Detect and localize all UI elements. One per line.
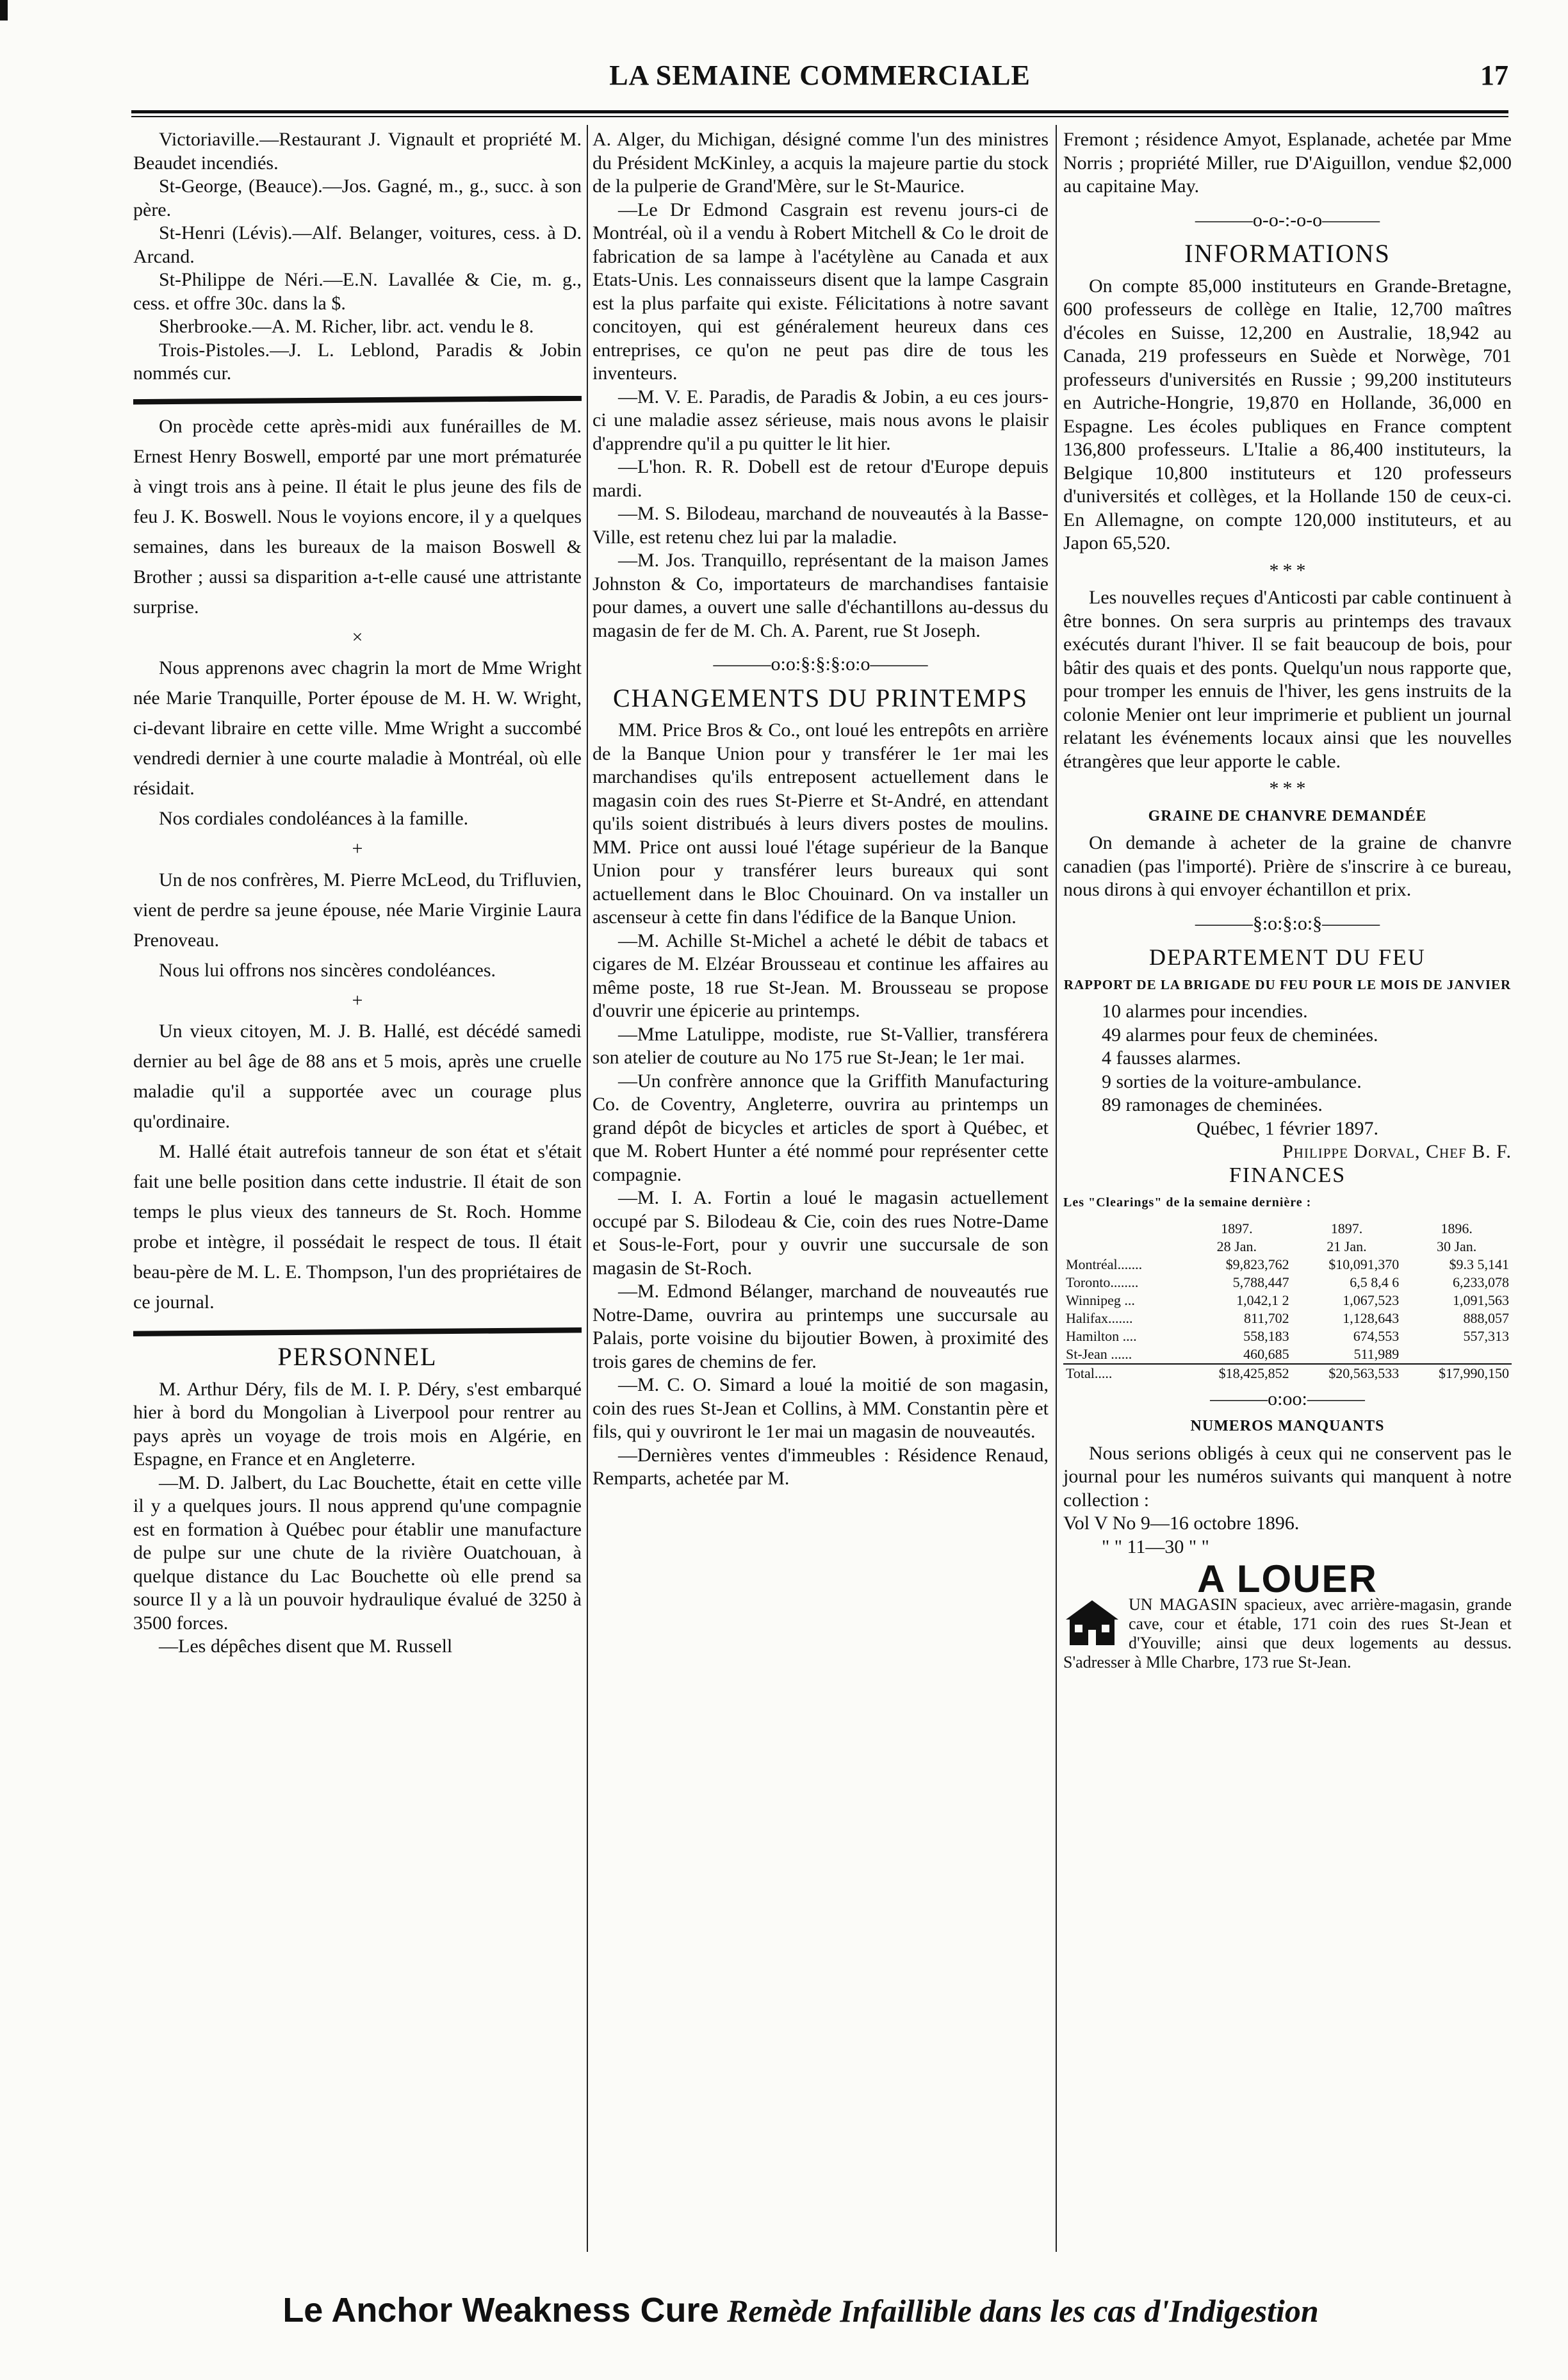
table-header-row bbox=[1063, 1238, 1512, 1256]
news-item: —Mme Latulippe, modiste, rue St-Vallier, transférera son atelier de couture au No 175 rue St-Jean; le 1er mai. bbox=[592, 1023, 1049, 1068]
asterism: * * * bbox=[1269, 559, 1306, 581]
condolences: Nos cordiales condoléances à la famille. bbox=[159, 808, 469, 829]
table-header: 1897. bbox=[1221, 1220, 1253, 1236]
table-cell: 1,128,643 bbox=[1343, 1309, 1400, 1326]
table-cell: Toronto........ bbox=[1066, 1274, 1139, 1290]
ornament-divider: ———o-o-:-o-o——— bbox=[1195, 209, 1380, 231]
table-header-row bbox=[1063, 1220, 1512, 1238]
table-cell: 6,5 8,4 6 bbox=[1350, 1274, 1400, 1290]
news-item: —M. S. Bilodeau, marchand de nouveautés à la Basse-Ville, est retenu chez lui par la maladie. bbox=[592, 503, 1049, 548]
table-header: 1897. bbox=[1330, 1220, 1363, 1236]
table-row bbox=[1063, 1256, 1512, 1274]
note: St-Henri (Lévis).—Alf. Belanger, voitures, cess. à D. Arcand. bbox=[133, 222, 582, 267]
separator-symbol: + bbox=[352, 989, 363, 1011]
table-cell: Montréal....... bbox=[1066, 1256, 1143, 1272]
missing-issue: " " 11—30 " " bbox=[1102, 1536, 1209, 1557]
ornament-divider: ———o:o:§:§:§:o:o——— bbox=[713, 653, 928, 675]
news-item: MM. Price Bros & Co., ont loué les entrepôts en arrière de la Banque Union pour y transférer le 1er mai les marchandises qu'ils entreposent actuellement dans le magasin coin des rues St-Pierre et St-André, en attendant qu'ils soient distribués à leurs divers postes de moulins. MM. Price ont aussi loué l'étage supérieur de la Banque Union pour y transférer leurs bureaux qui sont actuellement dans le Bloc Chouinard. On va installer un ascenseur à cette fin dans l'édifice de la Banque Union. bbox=[592, 719, 1049, 928]
table-row bbox=[1063, 1274, 1512, 1292]
separator-symbol: × bbox=[352, 626, 363, 648]
classified-ad-text: UN MAGASIN spacieux, avec arrière-magasin, grande cave, cour et étable, 171 coin des rues St-Jean et d'Youville; ainsi que deux logements au dessus. S'adresser à Mlle Charbre, 173 rue St-Jean. bbox=[1063, 1595, 1512, 1671]
section-heading-personnel: PERSONNEL bbox=[277, 1342, 437, 1371]
section-heading-informations: INFORMATIONS bbox=[1184, 239, 1391, 268]
obituary-halle: M. Hallé était autrefois tanneur de son état et s'était fait une belle position dans cette industrie. Il était de son temps le plus vieux des tanneurs de St. Roch. Homme probe et intègre, il possédait le respect de tous. Il était beau-père de M. L. E. Thompson, l'un des propriétaires de ce journal. bbox=[133, 1141, 582, 1313]
section-heading-a-louer: A LOUER bbox=[1197, 1557, 1378, 1600]
personnel-item: —Les dépêches disent que M. Russell bbox=[159, 1636, 453, 1657]
column-3 bbox=[1063, 128, 1512, 1672]
table-header: 1896. bbox=[1441, 1220, 1473, 1236]
fire-report-item: 9 sorties de la voiture-ambulance. bbox=[1102, 1071, 1362, 1092]
note: Trois-Pistoles.—J. L. Leblond, Paradis & Jobin nommés cur. bbox=[133, 339, 582, 384]
news-item: —M. Edmond Bélanger, marchand de nouveautés rue Notre-Dame, ouvrira au printemps une succursale au Palais, porte voisine du bijoutier Bowen, à proximité des trois gares de chemins de fer. bbox=[592, 1281, 1049, 1372]
table-row bbox=[1063, 1327, 1512, 1345]
table-cell bbox=[1063, 1220, 1182, 1238]
masthead bbox=[131, 59, 1508, 104]
table-cell: 1,067,523 bbox=[1343, 1292, 1400, 1308]
table-cell: 558,183 bbox=[1243, 1327, 1289, 1344]
column-divider-1 bbox=[587, 125, 588, 2252]
separator-symbol: + bbox=[352, 838, 363, 859]
obituary-mcleod: Un de nos confrères, M. Pierre McLeod, du Trifluvien, vient de perdre sa jeune épouse, née Marie Virginie Laura Prenoveau. bbox=[133, 869, 582, 951]
news-item: —M. Achille St-Michel a acheté le débit de tabacs et cigares de M. Elzéar Brousseau et continue les affaires au même poste, 18 rue St-Jean. M. Brousseau se propose d'ouvrir une épicerie au printemps. bbox=[592, 930, 1049, 1021]
fire-report-list bbox=[1063, 1000, 1512, 1117]
table-cell: 460,685 bbox=[1243, 1345, 1289, 1362]
column-divider-2 bbox=[1056, 125, 1057, 2252]
news-item: —L'hon. R. R. Dobell est de retour d'Europe depuis mardi. bbox=[592, 456, 1049, 501]
classified-ad bbox=[1063, 1595, 1512, 1672]
clearings-title: Les "Clearings" de la semaine dernière : bbox=[1063, 1195, 1312, 1210]
table-cell: 511,989 bbox=[1353, 1345, 1400, 1362]
table-cell: $9.3 5,141 bbox=[1449, 1256, 1509, 1272]
black-rule bbox=[133, 1327, 582, 1336]
condolences: Nous lui offrons nos sincères condoléances. bbox=[159, 959, 496, 981]
column-1 bbox=[133, 128, 582, 1659]
news-item: Les nouvelles reçues d'Anticosti par cable continuent à être bonnes. On sera surpris au printemps des travaux exécutés durant l'hiver. Il se fait beaucoup de bois, pour bâtir des quais et des ponts. Quelqu'un nous rapporte que, pour tromper les ennuis de l'hiver, les gens instruits de la colonie Menier ont leur imprimerie et publient un journal relatant les événements locaux ainsi que les nouvelles étrangères que leur apporte le cable. bbox=[1063, 587, 1512, 772]
table-cell: 5,788,447 bbox=[1232, 1274, 1289, 1290]
note: Victoriaville.—Restaurant J. Vignault et propriété M. Beaudet incendiés. bbox=[133, 129, 582, 174]
section-heading-changements: CHANGEMENTS DU PRINTEMPS bbox=[612, 683, 1029, 712]
news-item: A. Alger, du Michigan, désigné comme l'un des ministres du Président McKinley, a acquis la majeure partie du stock de la pulperie de Grand'Mère, sur le St-Maurice. bbox=[592, 129, 1049, 197]
advertisement-tagline: Remède Infaillible dans les cas d'Indigestion bbox=[727, 2293, 1319, 2329]
table-row bbox=[1063, 1292, 1512, 1309]
news-item: —M. Jos. Tranquillo, représentant de la maison James Johnston & Co, importateurs de marchandises fantaisie pour dames, a ouvert une salle d'échantillons au-dessus du magasin de fer de M. Ch. A. Parent, rue St Joseph. bbox=[592, 550, 1049, 641]
table-row bbox=[1063, 1345, 1512, 1364]
table-row bbox=[1063, 1309, 1512, 1327]
table-cell: 1,091,563 bbox=[1453, 1292, 1509, 1308]
personnel-item: —M. D. Jalbert, du Lac Bouchette, était en cette ville il y a quelques jours. Il nous apprend qu'une compagnie est en formation à Québec pour établir une manufacture de pulpe sur une chute de la rivière Ouatchouan, à quelque distance du Lac Bouchette où elle prend sa source Il y a là un pouvoir hydraulique évalué de 3250 à 3500 forces. bbox=[133, 1472, 582, 1634]
table-cell bbox=[1063, 1238, 1182, 1256]
table-cell: St-Jean ...... bbox=[1066, 1345, 1132, 1362]
table-header: 21 Jan. bbox=[1327, 1238, 1367, 1254]
table-cell: $20,563,533 bbox=[1292, 1364, 1402, 1383]
subheading-feu: RAPPORT DE LA BRIGADE DU FEU POUR LE MOIS DE JANVIER bbox=[1063, 976, 1512, 992]
clearings-table bbox=[1063, 1220, 1512, 1383]
table-total-row bbox=[1063, 1364, 1512, 1383]
table-cell: 674,553 bbox=[1353, 1327, 1400, 1344]
table-cell: 888,057 bbox=[1463, 1309, 1509, 1326]
note: Sherbrooke.—A. M. Richer, libr. act. vendu le 8. bbox=[159, 316, 534, 337]
news-item: On demande à acheter de la graine de chanvre canadien (pas l'importé). Prière de s'inscrire à ce bureau, nous dirons à qui envoyer échantillon et prix. bbox=[1063, 832, 1512, 900]
note: St-George, (Beauce).—Jos. Gagné, m., g., succ. à son père. bbox=[133, 176, 582, 220]
missing-issue: Vol V No 9—16 octobre 1896. bbox=[1063, 1513, 1300, 1534]
fire-report-date: Québec, 1 février 1897. bbox=[1196, 1117, 1379, 1139]
section-heading-feu: DEPARTEMENT DU FEU bbox=[1149, 944, 1426, 970]
fire-report-item: 89 ramonages de cheminées. bbox=[1102, 1094, 1323, 1115]
note: St-Philippe de Néri.—E.N. Lavallée & Cie, m. g., cess. et offre 30c. dans la $. bbox=[133, 269, 582, 314]
ornament-divider: ———§:o:§:o:§——— bbox=[1195, 912, 1380, 934]
newspaper-title: LA SEMAINE COMMERCIALE bbox=[609, 60, 1031, 91]
table-cell: Total..... bbox=[1063, 1364, 1182, 1383]
personnel-item: M. Arthur Déry, fils de M. I. P. Déry, s'est embarqué hier à bord du Mongolian à Liverpool pour rentrer au pays après un voyage de trois mois en Algérie, en Espagne, en France et en Angleterre. bbox=[133, 1378, 582, 1470]
news-item: —Un confrère annonce que la Griffith Manufacturing Co. de Coventry, Angleterre, ouvrira au printemps un grand dépôt de bicycles et articles de sport à Québec, et que M. Robert Hunter a été nommé pour représenter cette compagnie. bbox=[592, 1070, 1049, 1185]
house-icon bbox=[1063, 1598, 1121, 1648]
table-cell bbox=[1401, 1345, 1512, 1364]
obituary-wright: Nous apprenons avec chagrin la mort de Mme Wright née Marie Tranquille, Porter épouse de M. H. W. Wright, ci-devant libraire en cette ville. Mme Wright a succombé vendredi dernier à une courte maladie à Montréal, où elle résidait. bbox=[133, 657, 582, 799]
table-cell: Halifax....... bbox=[1066, 1309, 1133, 1326]
table-cell: $10,091,370 bbox=[1328, 1256, 1400, 1272]
masthead-rule bbox=[131, 110, 1508, 117]
subheading-graine: GRAINE DE CHANVRE DEMANDÉE bbox=[1148, 807, 1427, 825]
news-item: —Dernières ventes d'immeubles : Résidence Renaud, Remparts, achetée par M. bbox=[592, 1444, 1049, 1489]
obituary-boswell: On procède cette après-midi aux funérailles de M. Ernest Henry Boswell, emporté par une mort prématurée à vingt trois ans à peine. Il était le plus jeune des fils de feu J. K. Boswell. Nous le voyions encore, il y a quelques semaines, dans les bureaux de la maison Boswell & Brother ; aussi sa disparition a-t-elle causé une attristante surprise. bbox=[133, 415, 582, 618]
table-cell: Hamilton .... bbox=[1066, 1327, 1137, 1344]
table-cell: $18,425,852 bbox=[1182, 1364, 1292, 1383]
table-cell: 1,042,1 2 bbox=[1236, 1292, 1289, 1308]
fire-report-signature: Philippe Dorval, Chef B. F. bbox=[1282, 1141, 1512, 1162]
table-cell: $9,823,762 bbox=[1225, 1256, 1289, 1272]
news-item: Fremont ; résidence Amyot, Esplanade, achetée par Mme Norris ; propriété Miller, rue D'Aiguillon, vendue $2,000 au capitaine May. bbox=[1063, 129, 1512, 197]
table-cell: 557,313 bbox=[1463, 1327, 1509, 1344]
table-header: 28 Jan. bbox=[1216, 1238, 1257, 1254]
footer-advertisement bbox=[192, 2290, 1409, 2330]
ornament-divider: ———o:oo:——— bbox=[1210, 1388, 1365, 1409]
news-item: —M. C. O. Simard a loué la moitié de son magasin, coin des rues St-Jean et Collins, à MM. Constantin père et fils, qui y ouvriront le 1er mai un magasin de nouveautés. bbox=[592, 1374, 1049, 1442]
obituary-halle: Un vieux citoyen, M. J. B. Hallé, est décédé samedi dernier au bel âge de 88 ans et 5 mois, après une cruelle maladie qu'il a supportée avec un courage plus qu'ordinaire. bbox=[133, 1021, 582, 1132]
column-2 bbox=[592, 128, 1049, 1491]
fire-report-item: 4 fausses alarmes. bbox=[1102, 1047, 1241, 1069]
news-item: —M. I. A. Fortin a loué le magasin actuellement occupé par S. Bilodeau & Cie, coin des rues Notre-Dame et Sous-le-Fort, pour y ouvrir une succursale de son magasin de St-Roch. bbox=[592, 1187, 1049, 1279]
news-item: On compte 85,000 instituteurs en Grande-Bretagne, 600 professeurs de collège en Italie, 12,700 maîtres d'écoles en Suisse, 12,200 en Australie, 18,942 au Canada, 219 professeurs en Suède et Norwège, 701 professeurs d'universités en Russie ; 99,200 instituteurs en Autriche-Hongrie, 19,870 en Hollande, 36,000 en Espagne. Les écoles publiques en France comptent 136,800 professeurs. L'Italie a 86,400 instituteurs, la Belgique 10,800 instituteurs et 120 professeurs d'universités et collèges, et la Hollande 150 de ceux-ci. En Allemagne, on compte 120,000 instituteurs, et au Japon 65,520. bbox=[1063, 275, 1512, 554]
table-cell: Winnipeg ... bbox=[1066, 1292, 1135, 1308]
section-heading-finances: FINANCES bbox=[1229, 1163, 1346, 1187]
news-item: —Le Dr Edmond Casgrain est revenu jours-ci de Montréal, où il a vendu à Robert Mitchell & Co le droit de fabrication de sa lampe à l'acétylène au Canada et aux Etats-Unis. Les connaisseurs disent que la lampe Casgrain est la plus parfaite qui existe. Félicitations à notre savant concitoyen, qui est généralement heureux dans ces entreprises, ce qu'on ne peut pas dire de tous les inventeurs. bbox=[592, 199, 1049, 384]
table-cell: 811,702 bbox=[1243, 1309, 1289, 1326]
news-item: Nous serions obligés à ceux qui ne conservent pas le journal pour les numéros suivants qui manquent à notre collection : bbox=[1063, 1442, 1512, 1511]
black-rule bbox=[133, 396, 582, 405]
table-cell: $17,990,150 bbox=[1401, 1364, 1512, 1383]
page-number: 17 bbox=[1480, 60, 1508, 91]
asterism: * * * bbox=[1269, 778, 1306, 799]
news-item: —M. V. E. Paradis, de Paradis & Jobin, a eu ces jours-ci une maladie assez sérieuse, mais nous avons le plaisir d'apprendre qu'il a pu quitter le lit hier. bbox=[592, 386, 1049, 454]
fire-report-item: 10 alarmes pour incendies. bbox=[1102, 1001, 1308, 1022]
advertised-brand: Le Anchor Weakness Cure bbox=[282, 2291, 719, 2329]
fire-report-item: 49 alarmes pour feux de cheminées. bbox=[1102, 1024, 1378, 1046]
subheading-numeros: NUMEROS MANQUANTS bbox=[1190, 1418, 1385, 1434]
business-notes bbox=[133, 128, 582, 386]
table-header: 30 Jan. bbox=[1436, 1238, 1477, 1254]
table-cell: 6,233,078 bbox=[1453, 1274, 1509, 1290]
margin-mark bbox=[0, 0, 8, 21]
